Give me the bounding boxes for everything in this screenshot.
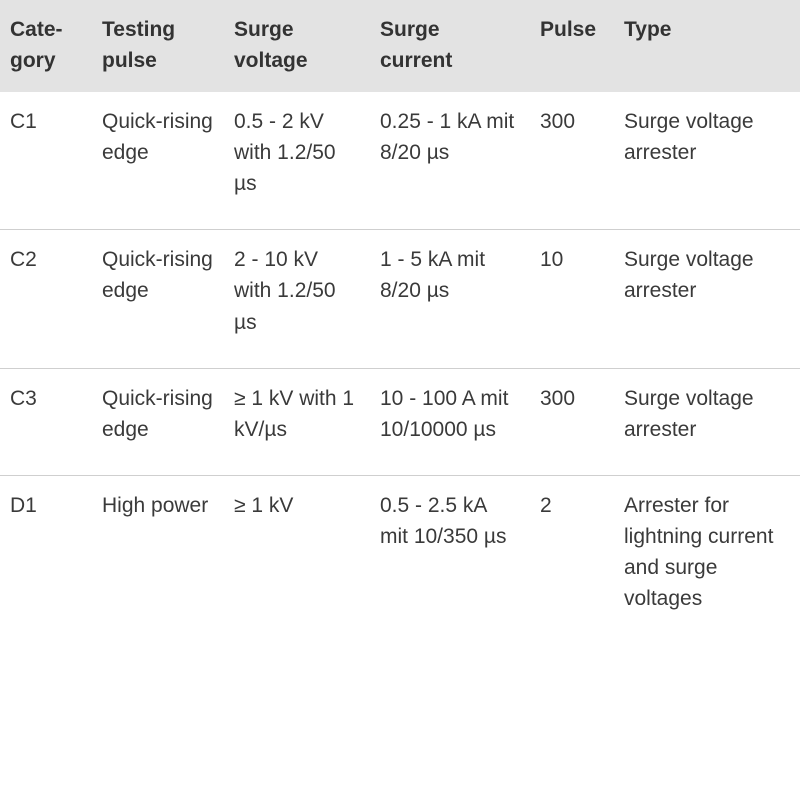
cell-pulse: 300 <box>540 110 576 134</box>
column-header-category <box>0 0 92 92</box>
cell-type: Arrester for lightning current and surge voltages <box>614 475 800 644</box>
column-header-testing-pulse-line-1: Testing <box>102 18 176 41</box>
cell-category: D1 <box>0 475 92 644</box>
column-header-surge-current <box>370 0 530 92</box>
cell-category: C2 <box>0 230 92 368</box>
table-row <box>0 368 800 475</box>
cell-category: C3 <box>0 368 92 475</box>
cell-type: Surge voltage arrester <box>624 110 754 165</box>
column-header-pulse-label: Pulse <box>540 18 597 41</box>
column-header-type <box>614 0 800 92</box>
cell-category: C1 <box>10 110 37 134</box>
cell-pulse: 10 <box>530 230 614 368</box>
table-row <box>0 92 800 230</box>
table-body <box>0 92 800 644</box>
cell-testing-pulse: Quick-rising edge <box>92 230 224 368</box>
column-header-type-label: Type <box>624 18 672 41</box>
cell-surge-current: 1 - 5 kA mit 8/20 µs <box>370 230 530 368</box>
cell-testing-pulse: Quick-rising edge <box>92 368 224 475</box>
column-header-category-line-1: Cate- <box>10 18 63 41</box>
cell-type: Surge voltage arrester <box>614 368 800 475</box>
cell-surge-voltage: 0.5 - 2 kV with 1.2/50 µs <box>234 110 336 196</box>
cell-surge-current: 10 - 100 A mit 10/10000 µs <box>370 368 530 475</box>
cell-surge-voltage: ≥ 1 kV with 1 kV/µs <box>224 368 370 475</box>
cell-type: Surge voltage arrester <box>614 230 800 368</box>
cell-testing-pulse: Quick-rising edge <box>102 110 213 165</box>
cell-surge-current: 0.25 - 1 kA mit 8/20 µs <box>380 110 515 165</box>
column-header-testing-pulse-line-2: pulse <box>102 49 157 73</box>
table-header <box>0 0 800 92</box>
table-row <box>0 230 800 368</box>
table-header-row <box>0 0 800 92</box>
column-header-surge-current-line-1: Surge <box>380 18 440 41</box>
column-header-pulse <box>530 0 614 92</box>
cell-testing-pulse: High power <box>92 475 224 644</box>
cell-surge-current: 0.5 - 2.5 kA mit 10/350 µs <box>370 475 530 644</box>
cell-pulse: 300 <box>530 368 614 475</box>
column-header-surge-voltage-line-2: voltage <box>234 49 308 73</box>
cell-surge-voltage: 2 - 10 kV with 1.2/50 µs <box>224 230 370 368</box>
table-row <box>0 475 800 644</box>
column-header-surge-voltage-line-1: Surge <box>234 18 294 41</box>
column-header-testing-pulse <box>92 0 224 92</box>
cell-pulse: 2 <box>530 475 614 644</box>
cell-surge-voltage: ≥ 1 kV <box>224 475 370 644</box>
column-header-surge-current-line-2: current <box>380 49 453 73</box>
column-header-surge-voltage <box>224 0 370 92</box>
column-header-category-line-2: gory <box>10 49 56 73</box>
